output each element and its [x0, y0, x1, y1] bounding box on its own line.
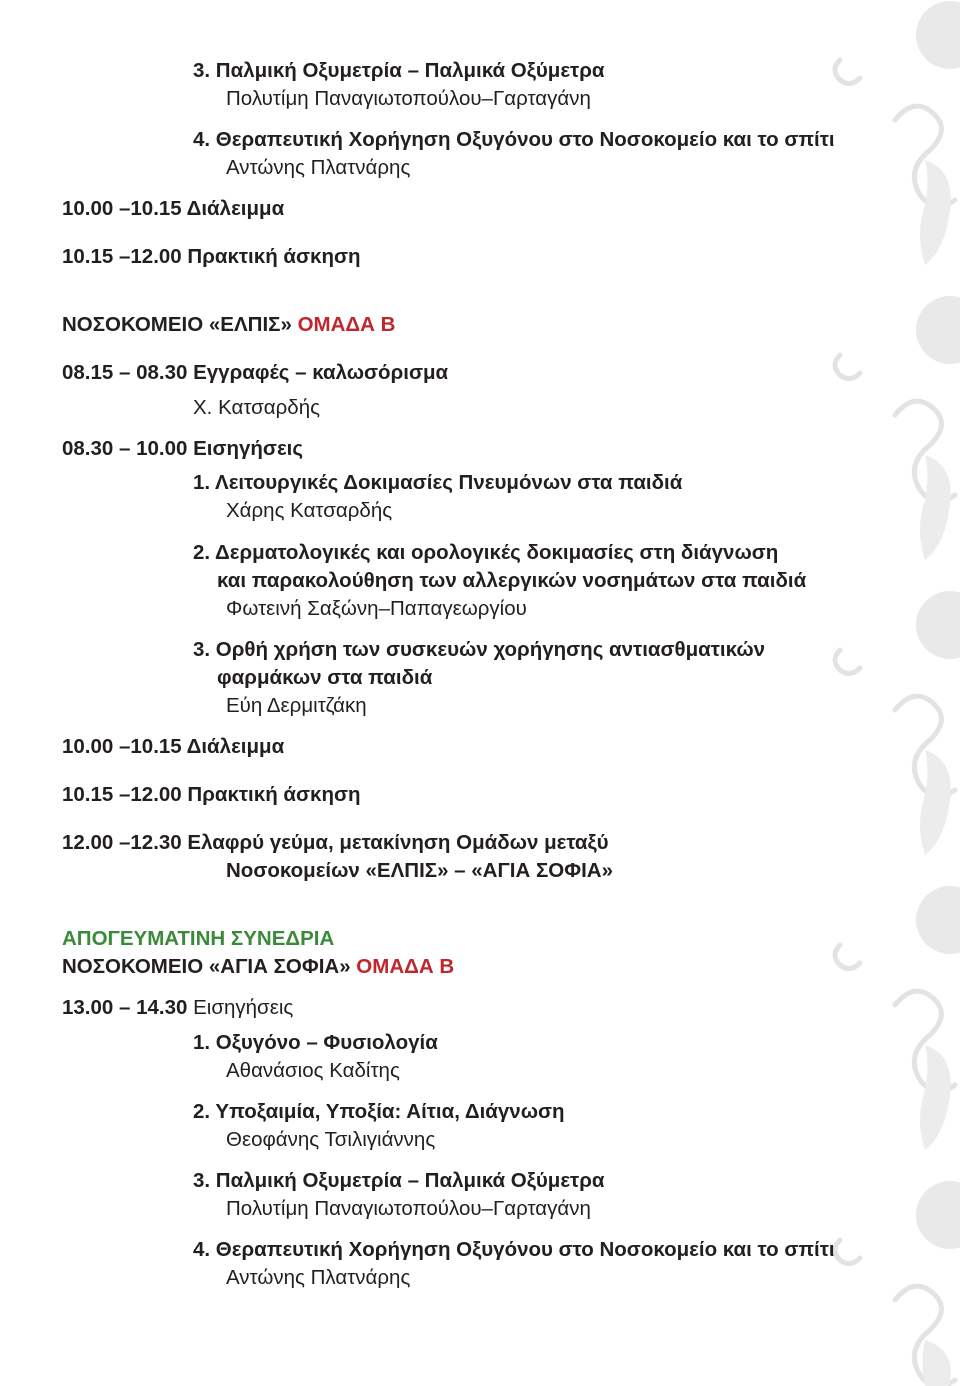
top-item4-speaker: Αντώνης Πλατνάρης	[226, 156, 411, 179]
top-break: 10.00 –10.15 Διάλειμμα	[62, 197, 285, 220]
lunch-line-2: Νοσοκομείων «ΕΛΠΙΣ» – «ΑΓΙΑ ΣΟΦΙΑ»	[226, 859, 613, 882]
b-item2-title-1: 2. Δερματολογικές και ορολογικές δοκιμασίες στη διάγνωση	[193, 541, 779, 564]
pm-item1-speaker: Αθανάσιος Καδίτης	[226, 1059, 400, 1082]
pm-item2-title: 2. Υποξαιμία, Υποξία: Αίτια, Διάγνωση	[193, 1100, 565, 1123]
registration-slot: 08.15 – 08.30 Εγγραφές – καλωσόρισμα	[62, 361, 449, 384]
hospital-name: ΝΟΣΟΚΟΜΕΙΟ «ΑΓΙΑ ΣΟΦΙΑ»	[62, 955, 351, 978]
top-item3-title: 3. Παλμική Οξυμετρία – Παλμικά Οξύμετρα	[193, 59, 605, 82]
b-item3-title-2: φαρμάκων στα παιδιά	[217, 666, 433, 689]
afternoon-heading	[62, 955, 454, 979]
afternoon-session-title: ΑΠΟΓΕΥΜΑΤΙΝΗ ΣΥΝΕΔΡΙΑ	[62, 927, 335, 950]
section-b-heading	[62, 313, 395, 337]
b-practice: 10.15 –12.00 Πρακτική άσκηση	[62, 783, 361, 806]
b-item2-title-2: και παρακολούθηση των αλλεργικών νοσημάτων στα παιδιά	[217, 569, 807, 592]
b-item3-title-1: 3. Ορθή χρήση των συσκευών χορήγησης αντιασθματικών	[193, 638, 766, 661]
pm-item3-speaker: Πολυτίμη Παναγιωτοπούλου–Γαρταγάνη	[226, 1197, 591, 1220]
top-practice: 10.15 –12.00 Πρακτική άσκηση	[62, 245, 361, 268]
top-item3-speaker: Πολυτίμη Παναγιωτοπούλου–Γαρταγάνη	[226, 87, 591, 110]
b-break: 10.00 –10.15 Διάλειμμα	[62, 735, 285, 758]
b-item3-speaker: Εύη Δερμιτζάκη	[226, 694, 367, 717]
group-label: ΟΜΑΔΑ Β	[297, 313, 396, 336]
group-label: ΟΜΑΔΑ Β	[356, 955, 455, 978]
lectures-label: Εισηγήσεις	[193, 996, 294, 1019]
pm-item1-title: 1. Οξυγόνο – Φυσιολογία	[193, 1031, 438, 1054]
lectures-slot: 08.30 – 10.00 Εισηγήσεις	[62, 437, 304, 460]
hospital-name: ΝΟΣΟΚΟΜΕΙΟ «ΕΛΠΙΣ»	[62, 313, 292, 336]
b-item2-speaker: Φωτεινή Σαξώνη–Παπαγεωργίου	[226, 597, 527, 620]
afternoon-lectures-slot	[62, 996, 293, 1020]
decorative-border-pattern	[800, 0, 960, 1386]
registration-speaker: Χ. Κατσαρδής	[193, 396, 321, 419]
pm-item4-title: 4. Θεραπευτική Χορήγηση Οξυγόνου στο Νοσοκομείο και το σπίτι	[193, 1238, 835, 1261]
b-item1-title: 1. Λειτουργικές Δοκιμασίες Πνευμόνων στα παιδιά	[193, 471, 683, 494]
pm-item3-title: 3. Παλμική Οξυμετρία – Παλμικά Οξύμετρα	[193, 1169, 605, 1192]
b-item1-speaker: Χάρης Κατσαρδής	[226, 499, 393, 522]
lectures-time: 13.00 – 14.30	[62, 996, 188, 1019]
top-item4-title: 4. Θεραπευτική Χορήγηση Οξυγόνου στο Νοσοκομείο και το σπίτι	[193, 128, 835, 151]
pm-item2-speaker: Θεοφάνης Τσιλιγιάννης	[226, 1128, 436, 1151]
lunch-line-1: 12.00 –12.30 Ελαφρύ γεύμα, μετακίνηση Ομάδων μεταξύ	[62, 831, 609, 854]
pm-item4-speaker: Αντώνης Πλατνάρης	[226, 1266, 411, 1289]
